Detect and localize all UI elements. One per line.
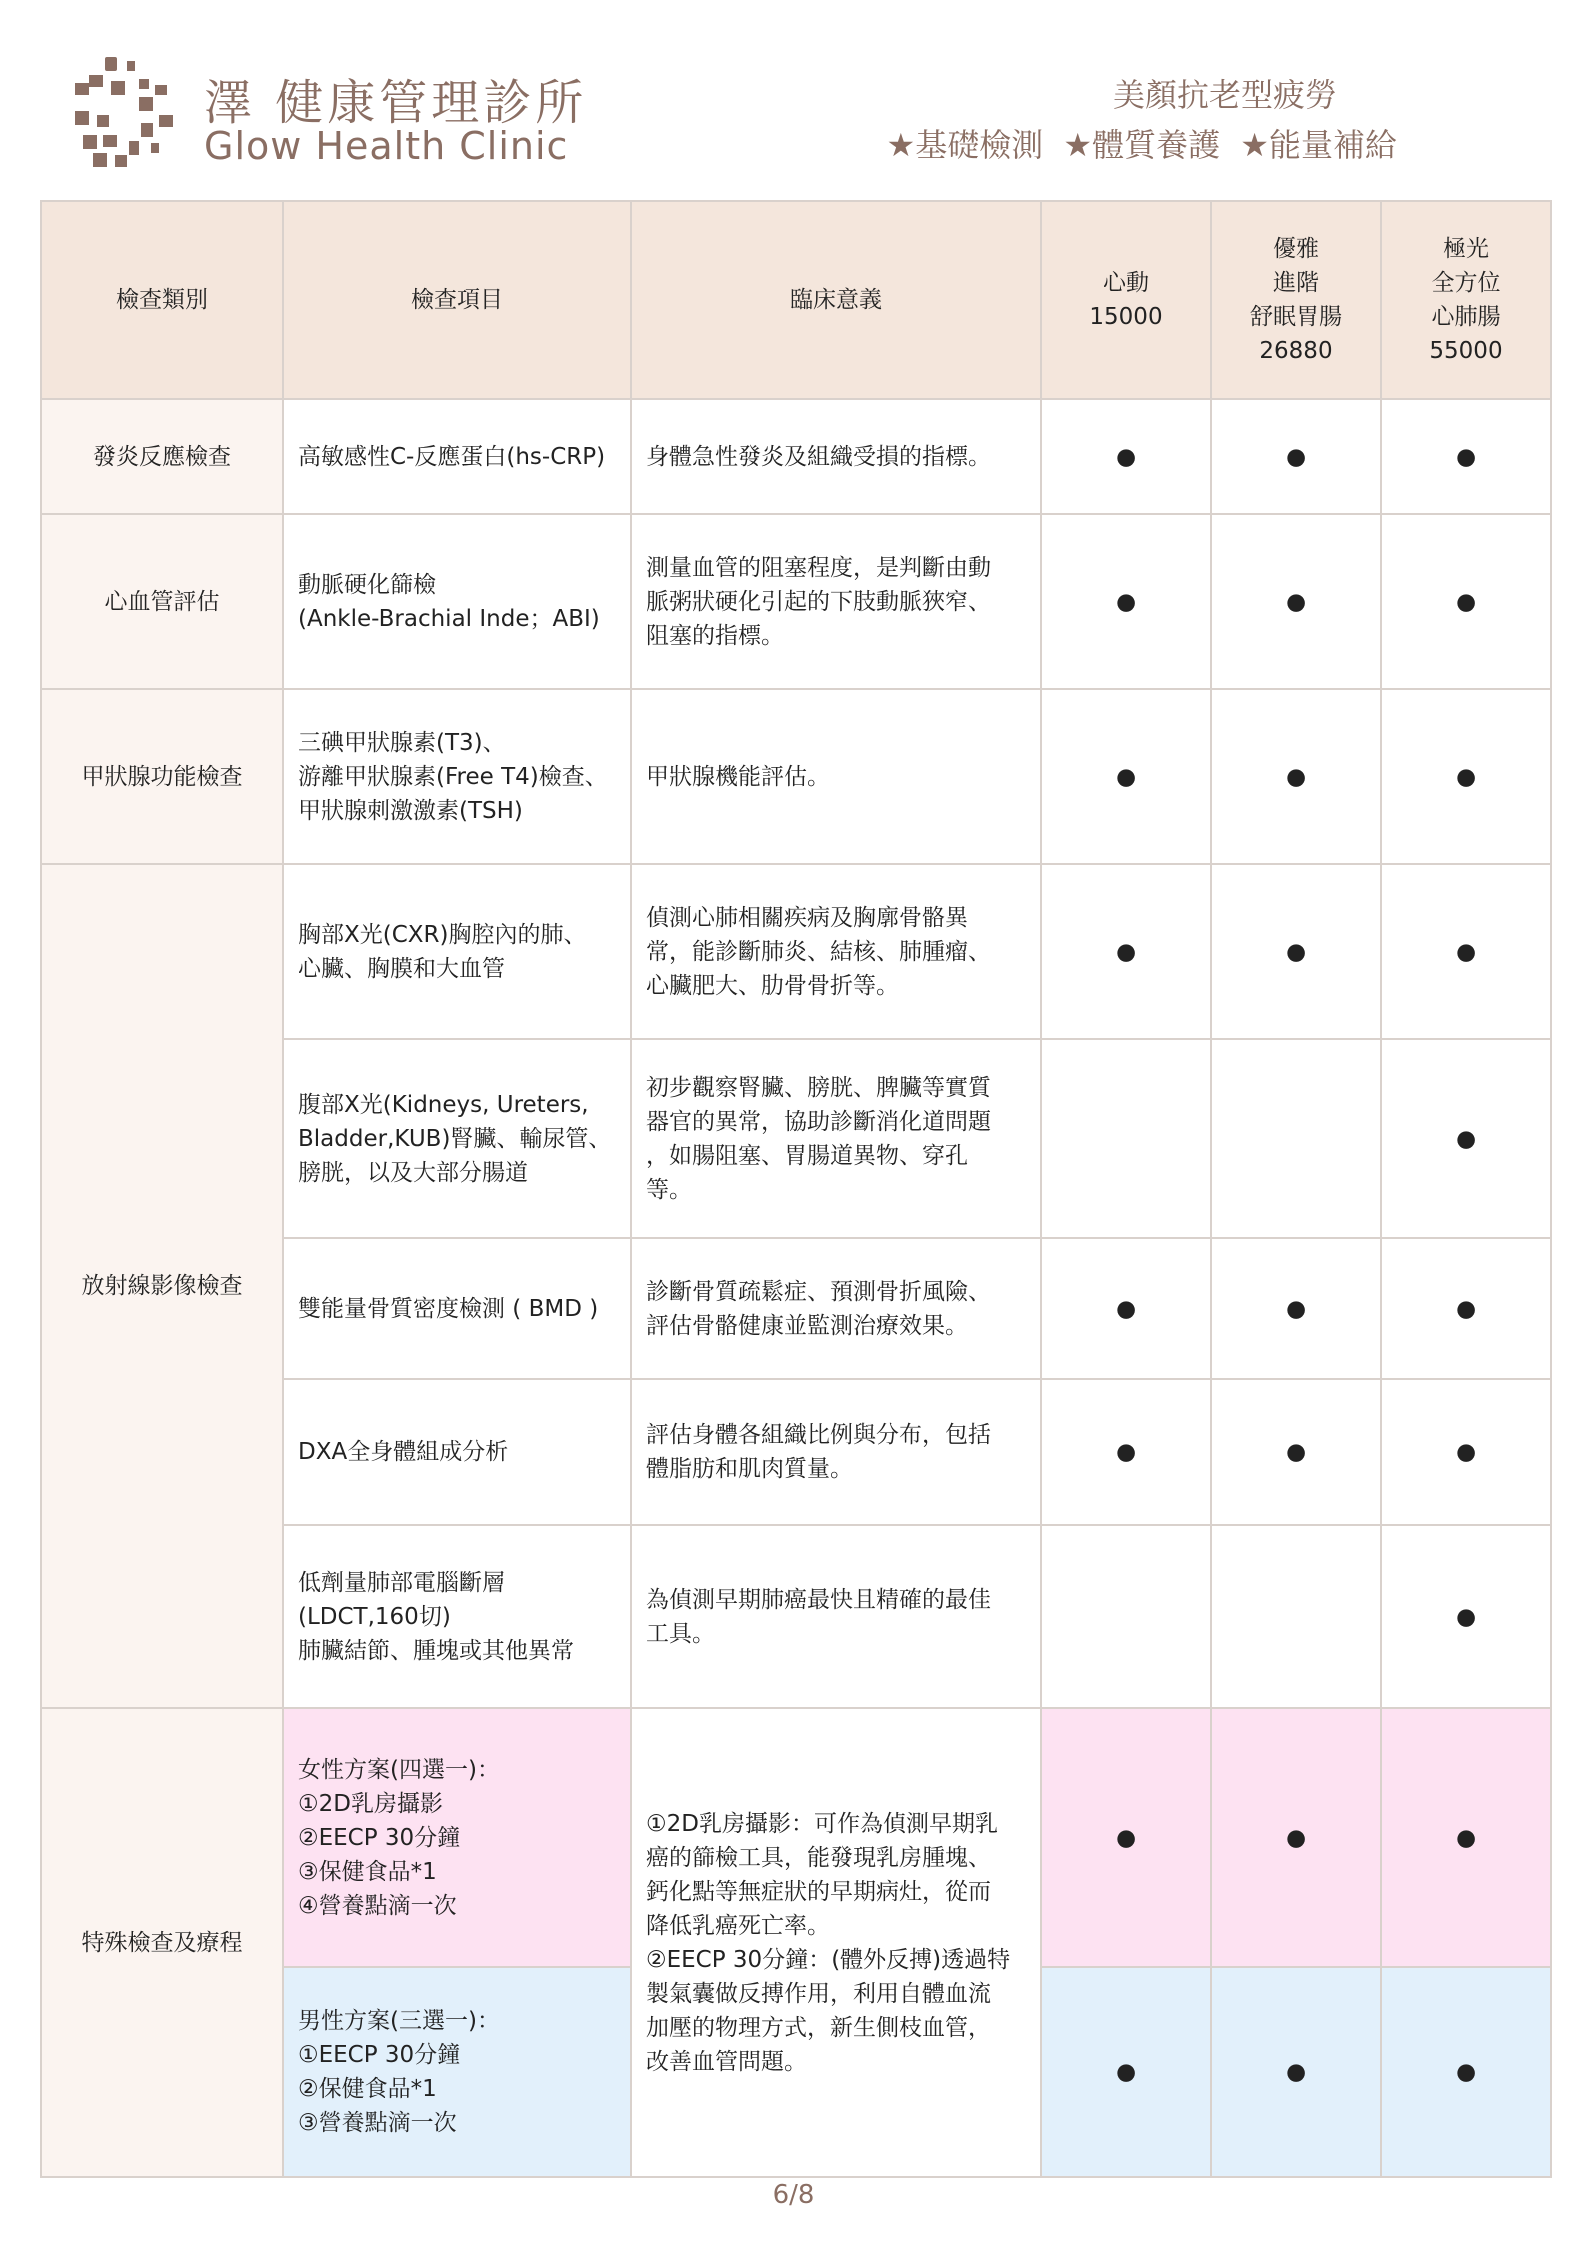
program-title: 美顏抗老型疲勞 xyxy=(1112,76,1337,114)
plan2-dot: ● xyxy=(1211,1708,1381,1967)
plan3-dot: ● xyxy=(1381,1967,1551,2177)
category-cell: 心血管評估 xyxy=(41,514,283,689)
category-cell: 發炎反應檢查 xyxy=(41,399,283,514)
exam-table xyxy=(40,200,1552,2178)
table-header-row xyxy=(41,201,1551,399)
header-plan-elegant: 優雅 進階 舒眠胃腸 26880 xyxy=(1211,201,1381,399)
plan2-dot: ● xyxy=(1211,1379,1381,1525)
header-item: 檢查項目 xyxy=(283,201,631,399)
plan1-dot: ● xyxy=(1041,1708,1211,1967)
plan2-dot: ● xyxy=(1211,399,1381,514)
meaning-cell: ①2D乳房攝影：可作為偵測早期乳 癌的篩檢工具，能發現乳房腫塊、 鈣化點等無症狀的早期病灶，從而 降低乳癌死亡率。 ②EECP 30分鐘：(體外反搏)透過特 製氣囊做反搏作用，利用自體血流 加壓的物理方式，新生側枝血管， 改善血管問題。 xyxy=(631,1708,1041,2177)
plan3-dot: ● xyxy=(1381,689,1551,864)
page-header xyxy=(0,0,1587,190)
item-cell: 三碘甲狀腺素(T3)、 游離甲狀腺素(Free T4)檢查、 甲狀腺刺激激素(TSH) xyxy=(283,689,631,864)
tag-constitution: ★體質養護 xyxy=(1063,126,1221,164)
male-plan-cell: 男性方案(三選一)： ①EECP 30分鐘 ②保健食品*1 ③營養點滴一次 xyxy=(283,1967,631,2177)
plan2-dot xyxy=(1211,1039,1381,1238)
table-row-female-plan xyxy=(41,1708,1551,1967)
meaning-cell: 身體急性發炎及組織受損的指標。 xyxy=(631,399,1041,514)
plan3-dot: ● xyxy=(1381,1708,1551,1967)
plan3-dot: ● xyxy=(1381,399,1551,514)
plan1-dot: ● xyxy=(1041,1967,1211,2177)
meaning-cell: 診斷骨質疏鬆症、預測骨折風險、 評估骨骼健康並監測治療效果。 xyxy=(631,1238,1041,1379)
plan1-dot: ● xyxy=(1041,399,1211,514)
header-plan-heartbeat: 心動 15000 xyxy=(1041,201,1211,399)
clinic-name-zh: 澤 健康管理診所 xyxy=(204,75,588,131)
category-cell: 甲狀腺功能檢查 xyxy=(41,689,283,864)
plan1-dot xyxy=(1041,1525,1211,1708)
item-cell: 動脈硬化篩檢 (Ankle-Brachial Inde；ABI) xyxy=(283,514,631,689)
female-plan-cell: 女性方案(四選一)： ①2D乳房攝影 ②EECP 30分鐘 ③保健食品*1 ④營養點滴一次 xyxy=(283,1708,631,1967)
plan2-dot: ● xyxy=(1211,864,1381,1039)
item-cell: 高敏感性C-反應蛋白(hs-CRP) xyxy=(283,399,631,514)
tag-energy: ★能量補給 xyxy=(1240,126,1397,164)
category-cell: 特殊檢查及療程 xyxy=(41,1708,283,2177)
header-meaning: 臨床意義 xyxy=(631,201,1041,399)
header-plan-aurora: 極光 全方位 心肺腸 55000 xyxy=(1381,201,1551,399)
plan2-dot: ● xyxy=(1211,1238,1381,1379)
plan3-dot: ● xyxy=(1381,1379,1551,1525)
plan2-dot xyxy=(1211,1525,1381,1708)
table-row xyxy=(41,864,1551,1039)
table-row xyxy=(41,514,1551,689)
item-cell: 雙能量骨質密度檢測 ( BMD ) xyxy=(283,1238,631,1379)
meaning-cell: 甲狀腺機能評估。 xyxy=(631,689,1041,864)
plan2-dot: ● xyxy=(1211,514,1381,689)
header-category: 檢查類別 xyxy=(41,201,283,399)
item-cell: 胸部X光(CXR)胸腔內的肺、 心臟、胸膜和大血管 xyxy=(283,864,631,1039)
meaning-cell: 偵測心肺相關疾病及胸廓骨骼異 常，能診斷肺炎、結核、肺腫瘤、 心臟肥大、肋骨骨折等。 xyxy=(631,864,1041,1039)
plan3-dot: ● xyxy=(1381,1039,1551,1238)
plan1-dot: ● xyxy=(1041,514,1211,689)
plan3-dot: ● xyxy=(1381,1238,1551,1379)
plan1-dot: ● xyxy=(1041,689,1211,864)
program-tags xyxy=(877,120,1397,166)
clinic-logo-icon xyxy=(75,57,185,169)
table-row xyxy=(41,399,1551,514)
plan1-dot: ● xyxy=(1041,1379,1211,1525)
meaning-cell: 初步觀察腎臟、膀胱、脾臟等實質 器官的異常，協助診斷消化道問題 ，如腸阻塞、胃腸道異物、穿孔 等。 xyxy=(631,1039,1041,1238)
category-cell: 放射線影像檢查 xyxy=(41,864,283,1708)
plan1-dot xyxy=(1041,1039,1211,1238)
plan1-dot: ● xyxy=(1041,864,1211,1039)
plan3-dot: ● xyxy=(1381,514,1551,689)
plan2-dot: ● xyxy=(1211,1967,1381,2177)
plan3-dot: ● xyxy=(1381,864,1551,1039)
clinic-name-en: Glow Health Clinic xyxy=(204,124,569,168)
page-number: 6/8 xyxy=(772,2180,815,2210)
tag-basic: ★基礎檢測 xyxy=(886,126,1044,164)
table-row xyxy=(41,689,1551,864)
plan3-dot: ● xyxy=(1381,1525,1551,1708)
plan2-dot: ● xyxy=(1211,689,1381,864)
plan1-dot: ● xyxy=(1041,1238,1211,1379)
item-cell: DXA全身體組成分析 xyxy=(283,1379,631,1525)
meaning-cell: 評估身體各組織比例與分布，包括 體脂肪和肌肉質量。 xyxy=(631,1379,1041,1525)
item-cell: 低劑量肺部電腦斷層 (LDCT,160切) 肺臟結節、腫塊或其他異常 xyxy=(283,1525,631,1708)
item-cell: 腹部X光(Kidneys, Ureters, Bladder,KUB)腎臟、輸尿管、 膀胱，以及大部分腸道 xyxy=(283,1039,631,1238)
meaning-cell: 為偵測早期肺癌最快且精確的最佳 工具。 xyxy=(631,1525,1041,1708)
meaning-cell: 測量血管的阻塞程度，是判斷由動 脈粥狀硬化引起的下肢動脈狹窄、 阻塞的指標。 xyxy=(631,514,1041,689)
